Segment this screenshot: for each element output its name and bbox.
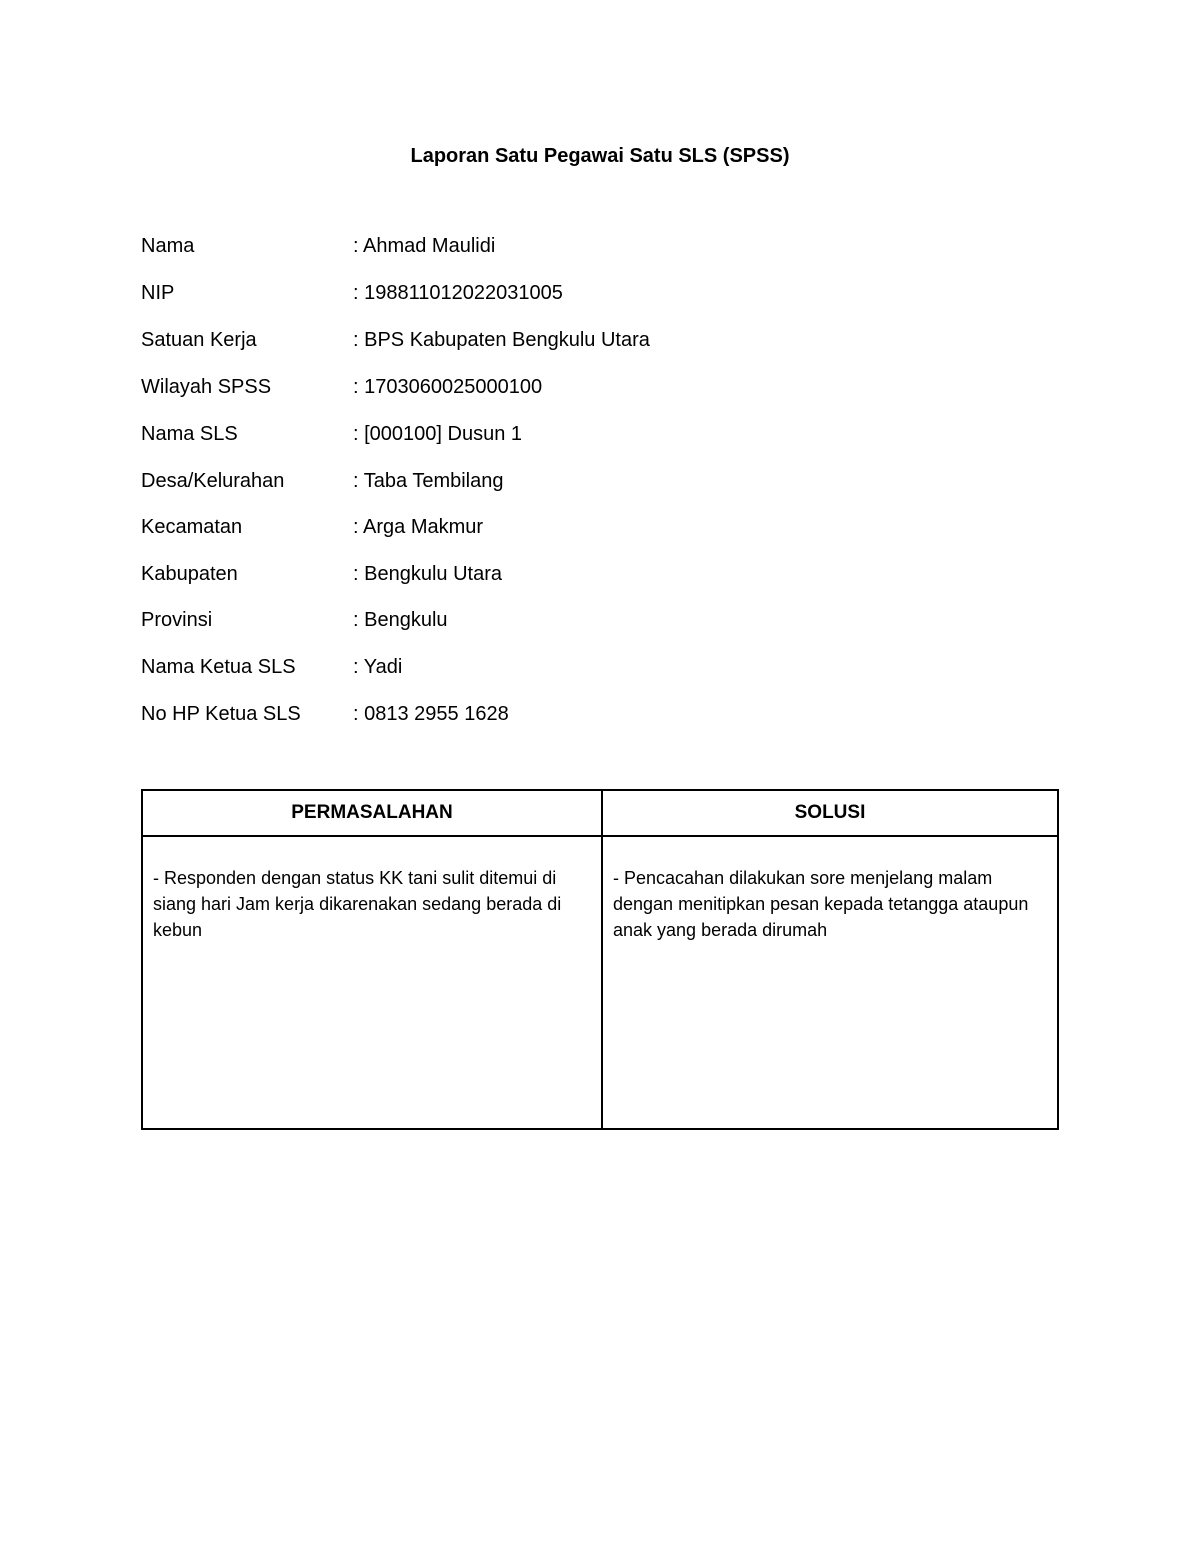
field-value: : Bengkulu Utara (353, 563, 502, 585)
problem-text: - Responden dengan status KK tani sulit ditemui di siang hari Jam kerja dikarenakan sedang berada di kebun (153, 868, 562, 940)
document-title: Laporan Satu Pegawai Satu SLS (SPSS) (410, 145, 790, 167)
field-value: : Yadi (353, 656, 403, 678)
problem-header: PERMASALAHAN (143, 791, 601, 837)
field-label: Kecamatan (141, 516, 243, 538)
solution-header: SOLUSI (603, 791, 1057, 837)
field-label: Desa/Kelurahan (141, 470, 285, 492)
problem-column (143, 791, 601, 1128)
field-label: Provinsi (141, 609, 213, 631)
problem-solution-table (141, 789, 1059, 1130)
field-label: Nama (141, 235, 195, 257)
field-value: : [000100] Dusun 1 (353, 423, 523, 445)
solution-text: - Pencacahan dilakukan sore menjelang malam dengan menitipkan pesan kepada tetangga ataupun anak yang berada dirumah (613, 868, 1029, 940)
field-label: Nama Ketua SLS (141, 656, 296, 678)
field-label: Kabupaten (141, 563, 238, 585)
solution-column (601, 791, 1057, 1128)
field-value: : 0813 2955 1628 (353, 703, 509, 725)
field-label: NIP (141, 282, 175, 304)
field-value: : Arga Makmur (353, 516, 484, 538)
field-value: : BPS Kabupaten Bengkulu Utara (353, 329, 650, 351)
field-label: No HP Ketua SLS (141, 703, 301, 725)
field-label: Wilayah SPSS (141, 376, 272, 398)
field-value: : 1703060025000100 (353, 376, 543, 398)
field-label: Satuan Kerja (141, 329, 257, 351)
field-value: : Bengkulu (353, 609, 448, 631)
field-value: : 198811012022031005 (353, 282, 563, 304)
field-label: Nama SLS (141, 423, 238, 445)
field-value: : Ahmad Maulidi (353, 235, 496, 257)
field-value: : Taba Tembilang (353, 470, 504, 492)
